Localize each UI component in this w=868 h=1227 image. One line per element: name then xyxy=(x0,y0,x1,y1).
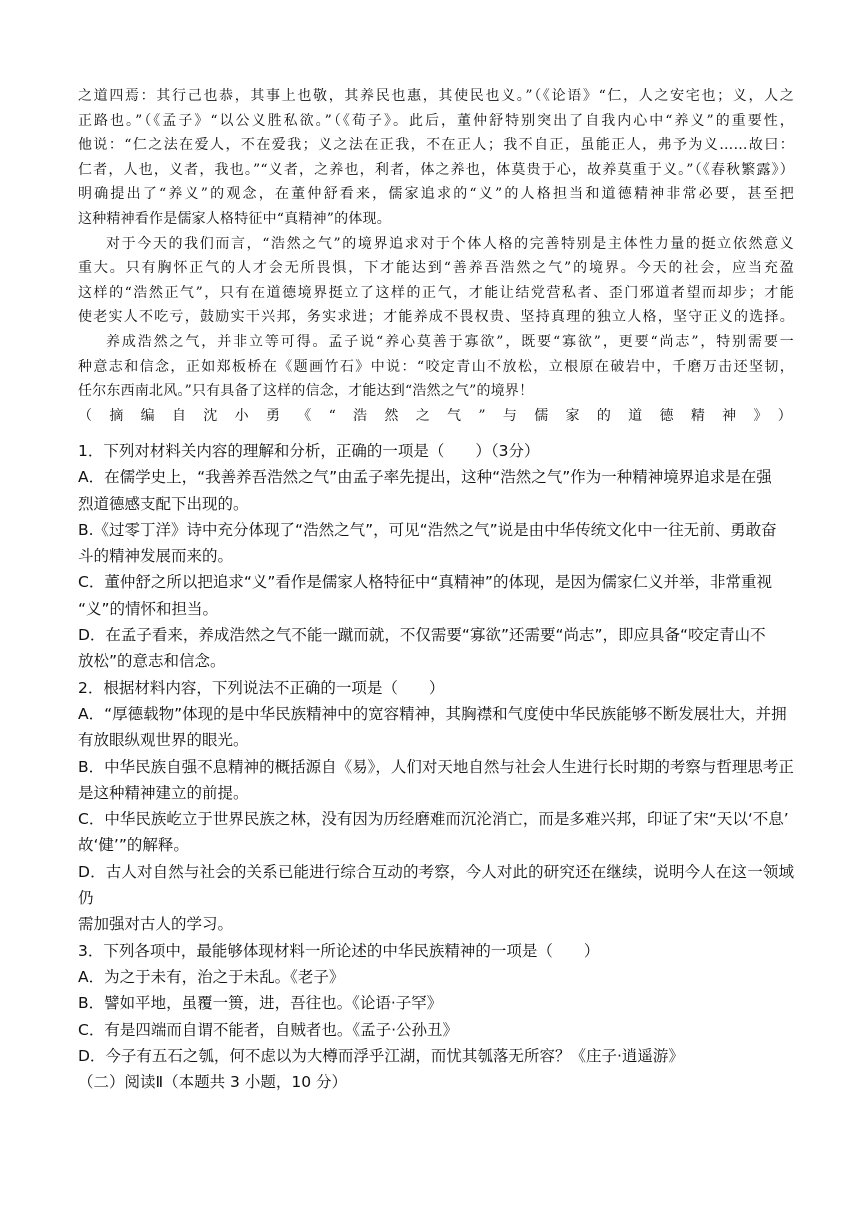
passage-line: 使老实人不吃亏，鼓励实干兴邦，务实求进；才能养成不畏权贵、坚持真理的独立人格，坚守正义的选择。 xyxy=(78,309,794,326)
question-1 xyxy=(78,438,794,675)
reading-passage xyxy=(78,84,794,428)
option-line: A．“厚德载物”体现的是中华民族精神中的宽容精神，其胸襟和气度使中华民族能够不断发展壮大，并拥 xyxy=(78,704,787,723)
passage-paragraph xyxy=(78,232,794,330)
option-line: 需加强对古人的学习。 xyxy=(78,915,234,934)
passage-line: 养成浩然之气，并非立等可得。孟子说“养心莫善于寡欲”，既要“寡欲”，更要“尚志”，特别需要一 xyxy=(106,333,794,350)
option-c xyxy=(78,806,794,859)
option-d xyxy=(78,622,794,675)
option-line: D．古人对自然与社会的关系已能进行综合互动的考察，今人对此的研究还在继续，说明今人在这一领域仍 xyxy=(78,862,794,908)
option-line: 有放眼纵观世界的眼光。 xyxy=(78,731,249,750)
option-line: 斗的精神发展而来的。 xyxy=(78,547,234,566)
passage-source: （摘编自沈小勇《“浩然之气”与儒家的道德精神》） xyxy=(78,407,792,424)
option-line: C．中华民族屹立于世界民族之林，没有因为历经磨难而沉沦消亡，而是多难兴邦，印证了宋“天以‘不息’ xyxy=(78,810,789,829)
option-c xyxy=(78,569,794,622)
option-line: B．中华民族自强不息精神的概括源自《易》，人们对天地自然与社会人生进行长时期的考察与哲理思考正 xyxy=(78,757,794,776)
question-stem: 1．下列对材料关内容的理解和分析，正确的一项是（ ）（3分） xyxy=(78,442,540,460)
passage-line: 正路也。”（《孟子》“以公义胜私欲。”（《荀子》。此后，董仲舒特别突出了自我内心中“养义”的重要性， xyxy=(78,112,794,129)
section-heading: （二）阅读Ⅱ（本题共 3 小题，10 分） xyxy=(78,1073,347,1092)
question-2 xyxy=(78,675,794,938)
passage-line: 之道四焉：其行己也恭，其事上也敬，其养民也惠，其使民也义。”（《论语》“仁，人之安宅也；义，人之 xyxy=(78,88,794,104)
option-line: 是这种精神建立的前提。 xyxy=(78,783,249,802)
option-line: “义”的情怀和担当。 xyxy=(78,599,219,618)
passage-paragraph xyxy=(78,84,794,232)
passage-line: 任尔东西南北风。”只有具备了这样的信念，才能达到“浩然之气”的境界！ xyxy=(78,383,534,400)
question-3 xyxy=(78,938,794,1069)
option-d: D．今子有五石之瓠，何不虑以为大樽而浮乎江湖，而忧其瓠落无所容？《庄子·逍遥游》 xyxy=(78,1046,684,1065)
passage-line: 这样的“浩然正气”，只有在道德境界挺立了这样的正气，才能让结党营私者、歪门邪道者望而却步；才能 xyxy=(78,284,794,301)
passage-line: 明确提出了“养义”的观念，在董仲舒看来，儒家追求的“义”的人格担当和道德精神非常必要，甚至把 xyxy=(78,186,794,203)
option-d xyxy=(78,859,794,938)
option-line: C．董仲舒之所以把追求“义”看作是儒家人格特征中“真精神”的体现，是因为儒家仁义并举，非常重视 xyxy=(78,573,772,592)
passage-line: 仁者，人也，义者，我也。”“义者，之养也，利者，体之养也，体莫贵于心，故养莫重于义。”（《春秋繁露》） xyxy=(78,161,794,178)
question-stem: 2．根据材料内容，下列说法不正确的一项是（ ） xyxy=(78,678,445,697)
option-line: D．在孟子看来，养成浩然之气不能一蹴而就，不仅需要“寡欲”还需要“尚志”，即应具备“咬定青山不 xyxy=(78,626,766,645)
passage-line: 对于今天的我们而言，“浩然之气”的境界追求对于个体人格的完善特别是主体性力量的挺立依然意义 xyxy=(106,235,794,252)
question-stem: 3．下列各项中，最能够体现材料一所论述的中华民族精神的一项是（ ） xyxy=(78,941,600,960)
option-line: 烈道德感支配下出现的。 xyxy=(78,494,249,513)
option-c: C．有是四端而自谓不能者，自贼者也。《孟子·公孙丑》 xyxy=(78,1020,459,1039)
option-b: B．譬如平地，虽覆一篑，进，吾往也。《论语·子罕》 xyxy=(78,994,443,1013)
option-line: 故‘健’”的解释。 xyxy=(78,836,189,855)
passage-line: 这种精神看作是儒家人格特征中“真精神”的体现。 xyxy=(78,210,391,227)
question-list xyxy=(78,438,794,1095)
option-line: 放松”的意志和信念。 xyxy=(78,652,226,671)
option-a xyxy=(78,464,794,517)
option-b xyxy=(78,517,794,570)
passage-line: 种意志和信念，正如郑板桥在《题画竹石》中说：“咬定青山不放松，立根原在破岩中，千磨万击还坚韧， xyxy=(78,358,794,375)
option-line: A．在儒学史上，“我善养吾浩然之气”由孟子率先提出，这种“浩然之气”作为一种精神境界追求是在强 xyxy=(78,468,772,487)
option-a: A．为之于未有，治之于未乱。《老子》 xyxy=(78,967,345,986)
passage-paragraph xyxy=(78,330,794,404)
option-a xyxy=(78,701,794,754)
passage-line: 重大。只有胸怀正气的人才会无所畏惧，下才能达到“善养吾浩然之气”的境界。今天的社会，应当充盈 xyxy=(78,260,794,277)
passage-line: 他说：“仁之法在爱人，不在爱我；义之法在正我，不在正人；我不自正，虽能正人，弗予为义……故曰： xyxy=(78,137,794,154)
option-b xyxy=(78,754,794,807)
option-line: B.《过零丁洋》诗中充分体现了“浩然之气”，可见“浩然之气”说是由中华传统文化中一往无前、勇敢奋 xyxy=(78,520,777,539)
